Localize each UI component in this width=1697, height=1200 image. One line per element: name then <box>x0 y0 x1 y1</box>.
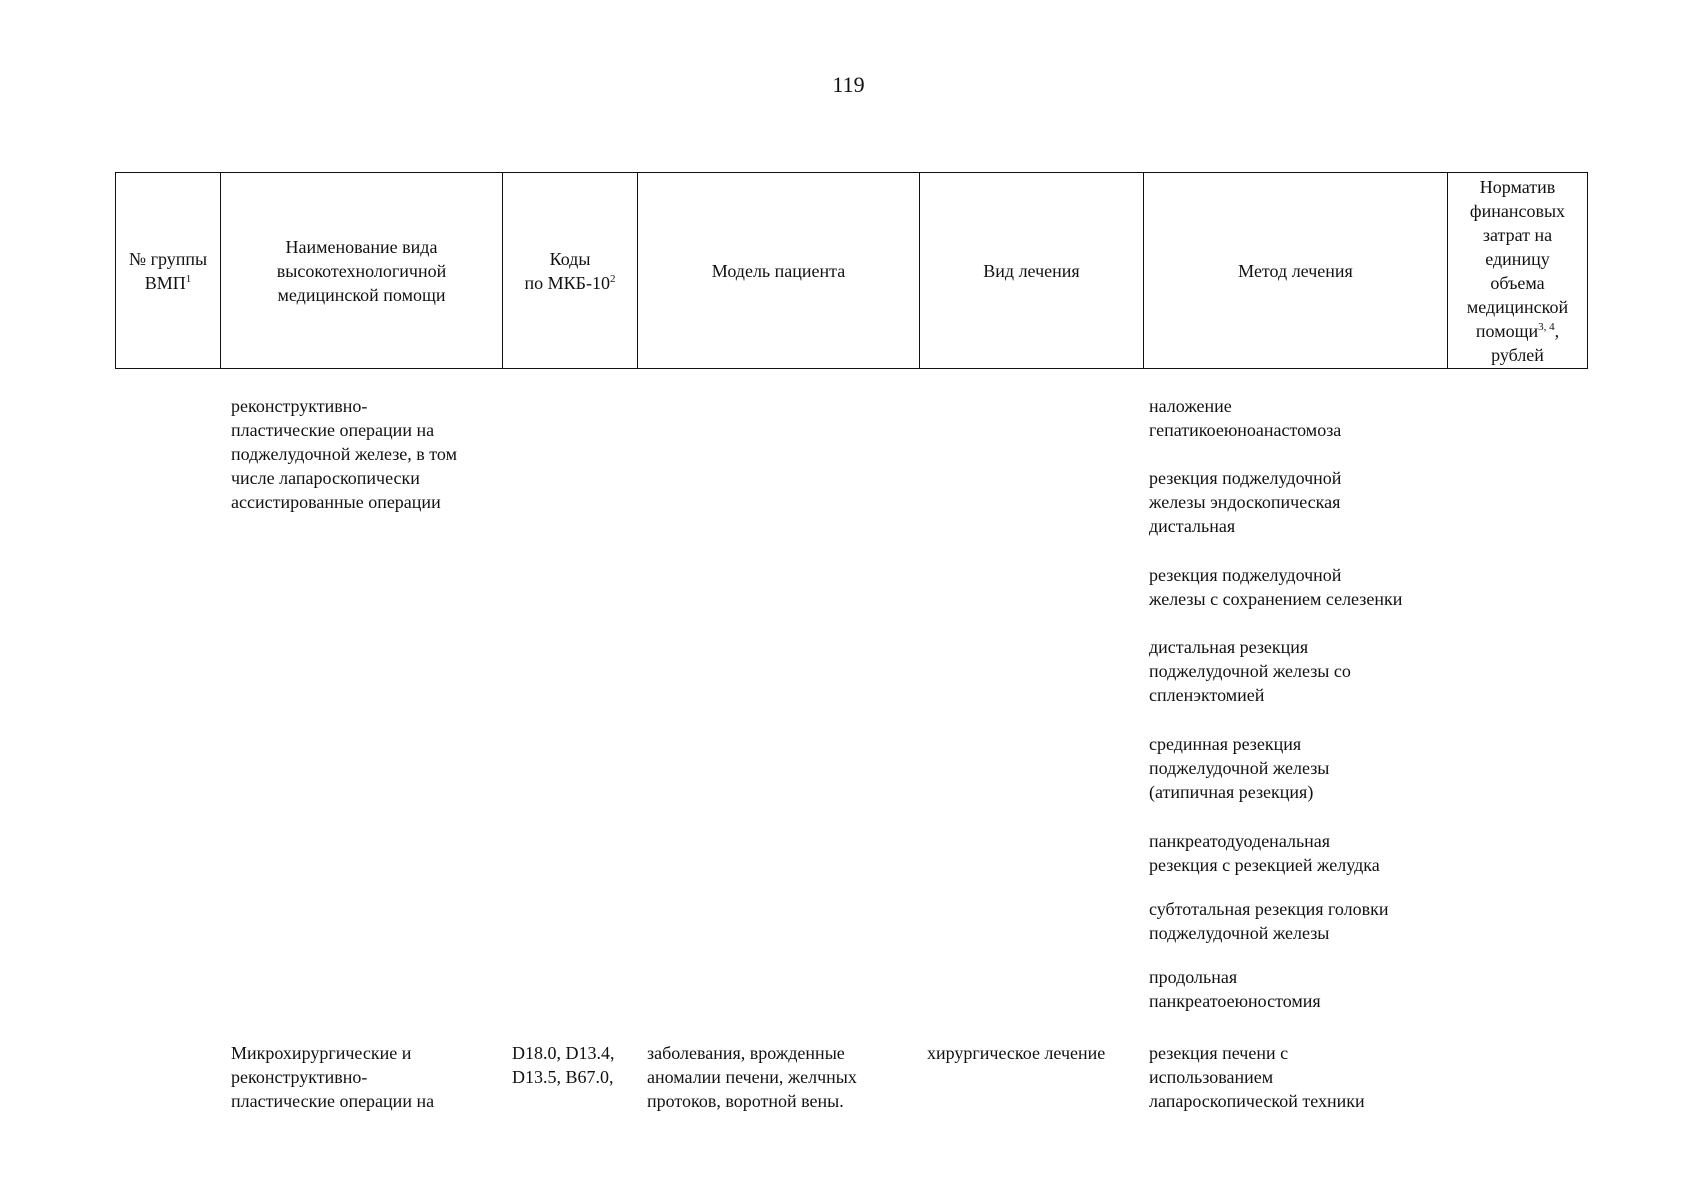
row2-codes-cell <box>512 1041 637 1089</box>
cell-line: срединная резекция <box>1149 734 1302 754</box>
cell-line: продольная <box>1149 967 1238 987</box>
header-name <box>221 173 503 369</box>
cell-line: использованием <box>1149 1067 1274 1087</box>
page-number: 119 <box>832 72 865 97</box>
cell-line: (атипичная резекция) <box>1149 782 1314 802</box>
cell-line: D13.5, B67.0, <box>512 1067 614 1087</box>
header-codes-line: по МКБ-10 <box>524 272 610 293</box>
header-patient-model: Модель пациента <box>638 173 920 369</box>
row2-method-cell <box>1149 1041 1449 1113</box>
header-norm-line: Норматив <box>1479 176 1556 197</box>
header-name-line: медицинской помощи <box>277 284 446 305</box>
footnote-ref: 3, 4 <box>1538 320 1555 333</box>
header-norm-line: помощи <box>1475 320 1539 341</box>
row1-name-cell <box>231 394 493 514</box>
header-treatment-type: Вид лечения <box>920 173 1144 369</box>
table-header <box>115 172 1588 369</box>
cell-line: хирургическое лечение <box>927 1043 1106 1063</box>
cell-line: протоков, воротной вены. <box>647 1091 844 1111</box>
cell-line: пластические операции на <box>231 1091 435 1111</box>
footnote-ref: 2 <box>609 272 616 285</box>
method-item <box>1149 466 1449 538</box>
cell-line: реконструктивно- <box>231 1067 368 1087</box>
cell-line: наложение <box>1149 396 1232 416</box>
header-codes-line: Коды <box>549 248 591 269</box>
row2-model-cell <box>647 1041 917 1113</box>
header-group-no <box>116 173 221 369</box>
cell-line: числе лапароскопически <box>231 468 420 488</box>
cell-line: D18.0, D13.4, <box>512 1043 615 1063</box>
cell-line: поджелудочной железы со <box>1149 661 1351 681</box>
header-group-no-line: ВМП <box>144 272 186 293</box>
method-item <box>1149 563 1449 611</box>
cell-line: Микрохирургические и <box>231 1043 412 1063</box>
cell-line: дистальная <box>1149 516 1236 536</box>
cell-line: реконструктивно- <box>231 396 368 416</box>
method-item <box>1149 897 1449 945</box>
cell-line: железы эндоскопическая <box>1149 492 1341 512</box>
header-norm-line: затрат на <box>1482 224 1553 245</box>
cell-line: резекция поджелудочной <box>1149 565 1342 585</box>
cell-line: резекция поджелудочной <box>1149 468 1342 488</box>
method-item <box>1149 394 1449 442</box>
header-norm-line: единицу <box>1485 248 1550 269</box>
cell-line: поджелудочной железы <box>1149 923 1330 943</box>
cell-line: резекция печени с <box>1149 1043 1289 1063</box>
header-norm-comma: , <box>1554 320 1560 341</box>
cell-line: панкреатодуоденальная <box>1149 831 1331 851</box>
cell-line: дистальная резекция <box>1149 637 1309 657</box>
row2-type-cell <box>927 1041 1142 1065</box>
row2-name-cell <box>231 1041 493 1113</box>
cell-line: аномалии печени, желчных <box>647 1067 857 1087</box>
header-name-line: Наименование вида <box>285 236 438 257</box>
cell-line: гепатикоеюноанастомоза <box>1149 420 1342 440</box>
cell-line: спленэктомией <box>1149 685 1265 705</box>
header-group-no-line: № группы <box>128 248 208 269</box>
cell-line: панкреатоеюностомия <box>1149 991 1321 1011</box>
footnote-ref: 1 <box>185 272 192 285</box>
header-norm-unit: рублей <box>1491 344 1544 365</box>
cell-line: ассистированные операции <box>231 492 441 512</box>
cell-line: лапароскопической техники <box>1149 1091 1365 1111</box>
method-item <box>1149 635 1449 707</box>
method-item <box>1149 829 1449 877</box>
cell-line: субтотальная резекция головки <box>1149 899 1389 919</box>
header-norm-line: объема <box>1490 272 1545 293</box>
cell-line: резекция с резекцией желудка <box>1149 855 1380 875</box>
header-norm-line: финансовых <box>1469 200 1566 221</box>
cell-line: заболевания, врожденные <box>647 1043 845 1063</box>
cell-line: пластические операции на <box>231 420 435 440</box>
header-norm <box>1448 173 1588 369</box>
row1-method-cell <box>1149 394 1449 1013</box>
cell-line: поджелудочной железе, в том <box>231 444 457 464</box>
header-treatment-method: Метод лечения <box>1144 173 1448 369</box>
cell-line: поджелудочной железы <box>1149 758 1330 778</box>
method-item <box>1149 732 1449 804</box>
method-item <box>1149 965 1449 1013</box>
header-codes <box>503 173 638 369</box>
cell-line: железы с сохранением селезенки <box>1149 589 1403 609</box>
header-norm-line: медицинской <box>1466 296 1569 317</box>
header-name-line: высокотехнологичной <box>276 260 447 281</box>
